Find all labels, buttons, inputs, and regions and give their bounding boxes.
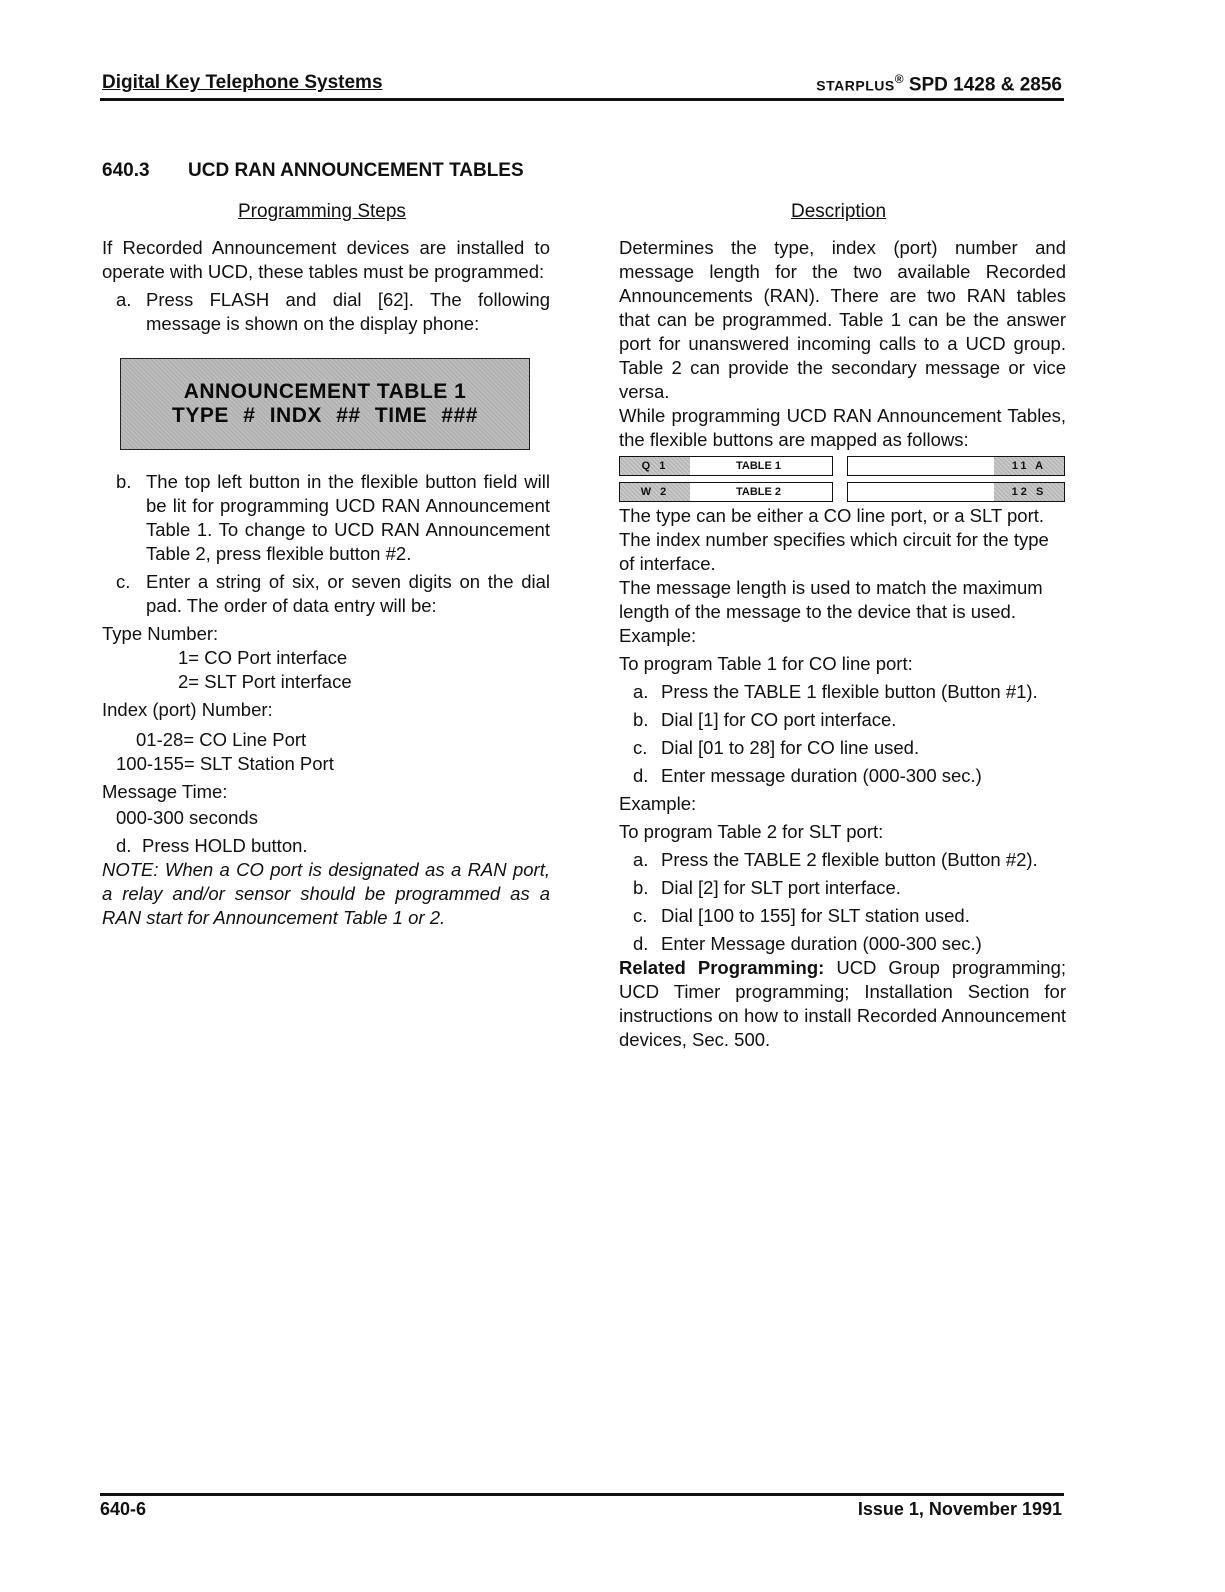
example-2-title: To program Table 2 for SLT port: — [619, 821, 884, 842]
button-key-11a: 11 A — [994, 457, 1064, 475]
flexible-button-map — [619, 456, 1066, 504]
header-brand: STARPLUS — [816, 77, 895, 94]
step-d — [102, 834, 550, 858]
page-header — [100, 70, 1064, 101]
step-text: Press the TABLE 2 flexible button (Button #2). — [661, 849, 1038, 870]
example-1-step-c — [619, 736, 1066, 760]
related-programming — [619, 956, 1066, 1052]
example-2-step-d — [619, 932, 1066, 956]
example-2-step-a — [619, 848, 1066, 872]
flexible-button-row — [619, 482, 1066, 504]
example-2-label: Example: — [619, 793, 697, 814]
step-text: Dial [1] for CO port interface. — [661, 709, 897, 730]
example-1-step-a — [619, 680, 1066, 704]
step-text: Enter message duration (000-300 sec.) — [661, 765, 982, 786]
index-number-label: Index (port) Number: — [102, 699, 273, 720]
step-letter: c. — [633, 905, 648, 926]
programming-steps-column — [102, 236, 550, 930]
footer-rule — [100, 1493, 1064, 1496]
section-title — [102, 160, 524, 182]
step-text: Enter a string of six, or seven digits on the dial pad. The order of data entry will be: — [146, 571, 550, 616]
related-programming-text: UCD Group programming; UCD Timer programming; Installation Section for instructions on how to install Recorded Announcement devices, Sec. 500. — [619, 957, 1067, 1050]
flexible-button-row — [619, 456, 1066, 478]
ran-note: NOTE: When a CO port is designated as a RAN port, a relay and/or sensor should be programmed as a RAN start for Announcement Table 1 or 2. — [102, 859, 550, 928]
step-letter: d. — [633, 933, 649, 954]
description-column — [619, 236, 1066, 1052]
display-phone-screen — [120, 358, 530, 450]
step-text: Press FLASH and dial [62]. The following message is shown on the display phone: — [146, 289, 550, 334]
step-letter: b. — [633, 709, 649, 730]
message-time-range: 000-300 seconds — [116, 807, 258, 828]
description-paragraph-4: The message length is used to match the maximum length of the message to the device that is used. — [619, 577, 1043, 622]
description-paragraph-1: Determines the type, index (port) number and message length for the two available Recorded Announcements (RAN). There are two RAN tables that can be programmed. Table 1 can be the answer port for unanswered incoming calls to a UCD group. Table 2 can provide the secondary message or vice versa. — [619, 237, 1066, 402]
index-option-2: 100-155= SLT Station Port — [116, 753, 334, 774]
step-letter: a. — [633, 681, 649, 702]
step-letter: c. — [116, 571, 131, 592]
example-1-label: Example: — [619, 625, 697, 646]
type-number-label: Type Number: — [102, 623, 219, 644]
step-letter: b. — [116, 471, 132, 492]
related-programming-label: Related Programming: — [619, 957, 825, 978]
left-column-heading: Programming Steps — [238, 201, 406, 222]
right-column-heading: Description — [791, 201, 887, 222]
step-letter: b. — [633, 877, 649, 898]
button-key-12s: 12 S — [994, 483, 1064, 501]
display-line-1: ANNOUNCEMENT TABLE 1 — [183, 380, 467, 403]
message-time-label: Message Time: — [102, 781, 228, 802]
step-text: Enter Message duration (000-300 sec.) — [661, 933, 982, 954]
step-text: Dial [01 to 28] for CO line used. — [661, 737, 920, 758]
button-key-q1: Q 1 — [620, 457, 690, 475]
table-1-button[interactable] — [619, 456, 833, 476]
intro-paragraph: If Recorded Announcement devices are installed to operate with UCD, these tables must be programmed: — [102, 237, 550, 282]
type-option-2: 2= SLT Port interface — [178, 671, 352, 692]
step-text: Press HOLD button. — [142, 835, 308, 856]
flexible-button-11[interactable] — [847, 456, 1065, 476]
header-right-title — [816, 72, 1062, 96]
index-option-1: 01-28= CO Line Port — [136, 729, 307, 750]
page-number: 640-6 — [100, 1499, 147, 1519]
example-1-step-d — [619, 764, 1066, 788]
header-model: SPD 1428 & 2856 — [908, 74, 1062, 96]
step-text: The top left button in the flexible button field will be lit for programming UCD RAN Announcement Table 1. To change to UCD RAN Announcement Table 2, press flexible button #2. — [146, 471, 550, 564]
step-text: Dial [2] for SLT port interface. — [661, 877, 901, 898]
type-option-1: 1= CO Port interface — [178, 647, 348, 668]
example-1-title: To program Table 1 for CO line port: — [619, 653, 913, 674]
registered-mark: ® — [894, 72, 904, 86]
step-letter: d. — [116, 835, 132, 856]
description-paragraph-3: The type can be either a CO line port, or a SLT port. The index number specifies which circuit for the type of interface. — [619, 505, 1049, 574]
step-letter: a. — [116, 289, 132, 310]
step-c — [102, 570, 550, 618]
step-text: Dial [100 to 155] for SLT station used. — [661, 905, 970, 926]
flexible-button-12[interactable] — [847, 482, 1065, 502]
step-letter: c. — [633, 737, 648, 758]
section-number: 640.3 — [102, 160, 150, 181]
button-label: TABLE 2 — [736, 486, 782, 498]
display-line-2: TYPE # INDX ## TIME ### — [172, 404, 478, 427]
table-2-button[interactable] — [619, 482, 833, 502]
button-key-w2: W 2 — [620, 483, 690, 501]
example-2-step-c — [619, 904, 1066, 928]
step-b — [102, 470, 550, 566]
example-1-step-b — [619, 708, 1066, 732]
issue-date: Issue 1, November 1991 — [857, 1499, 1062, 1519]
step-letter: d. — [633, 765, 649, 786]
section-name: UCD RAN ANNOUNCEMENT TABLES — [188, 160, 524, 181]
step-letter: a. — [633, 849, 649, 870]
button-label: TABLE 1 — [736, 460, 782, 472]
step-a — [102, 288, 550, 336]
step-text: Press the TABLE 1 flexible button (Button #1). — [661, 681, 1038, 702]
header-left-title: Digital Key Telephone Systems — [102, 72, 383, 93]
description-paragraph-2: While programming UCD RAN Announcement Tables, the flexible buttons are mapped as follows: — [619, 405, 1066, 450]
example-2-step-b — [619, 876, 1066, 900]
